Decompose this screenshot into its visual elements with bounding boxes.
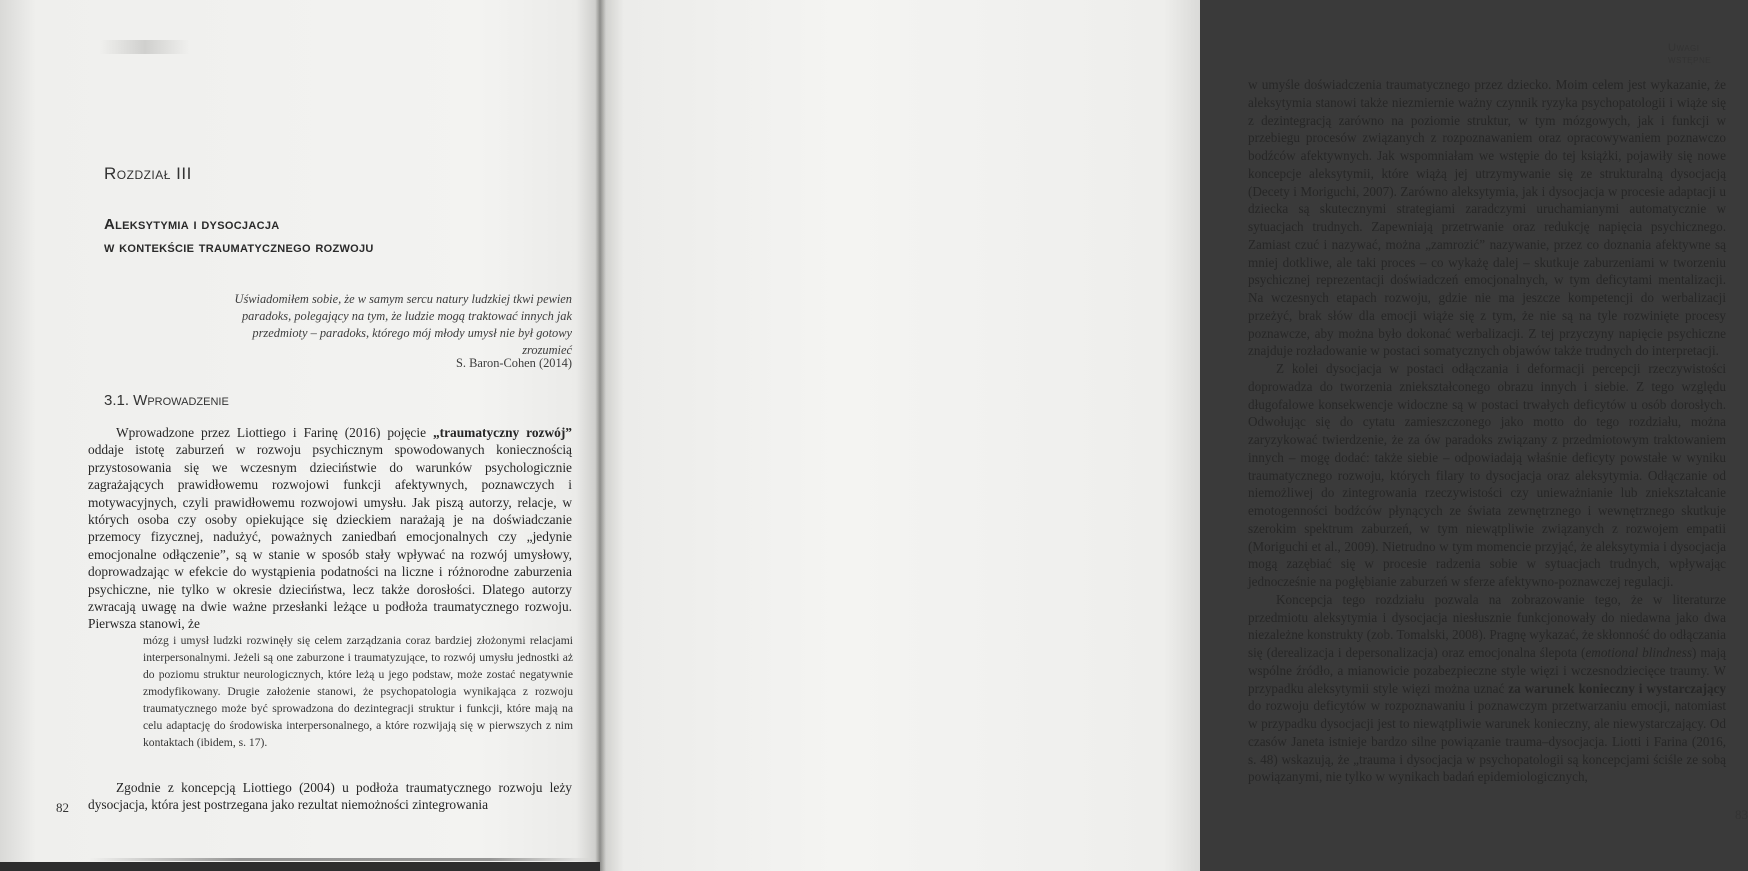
scan-edge bbox=[0, 862, 600, 871]
right-body-text bbox=[1248, 76, 1726, 786]
emphasis-term: za warunek konieczny i wystarczający bbox=[1508, 680, 1726, 696]
italic-term: emotional blindness bbox=[1585, 645, 1692, 660]
left-page bbox=[0, 0, 600, 871]
faded-header-mark bbox=[100, 40, 190, 54]
paragraph: w umyśle doświadczenia traumatycznego przez dziecko. Moim celem jest wykazanie, że aleksytymia stanowi także niezmiernie ważny czynnik ryzyka psychopatologii i wiąże się z dezintegracją zarówno na poziomie struktur, w tym mózgowych, jak i funkcji w przebiegu procesów związanych z rozpoznawaniem oraz opracowywaniem poznawczo bodźców afektywnych. Jak wspomniałam we wstępie do tej książki, pojawiły się nowe koncepcje aleksytymii, które wiążą jej utrzymywanie się ze strukturalną dysocjacją (Decety i Moriguchi, 2007). Zarówno aleksytymia, jak i dysocjacja w procesie adaptacji u dziecka są skutecznymi strategiami zaradczymi uruchamianymi automatycznie w sytuacjach trudnych. Zapewniają przetrwanie oraz redukcję napięcia psychicznego. Zamiast czuć i nazywać, można „zamrozić” nazywanie, przez co doznania afektywne są mniej dotkliwe, ale taki proces – co wykażę dalej – skutkuje zaburzeniami w tworzeniu psychicznej reprezentacji doświadczeń emocjonalnych, w tym deficytami mentalizacji. Na wczesnych etapach rozwoju, gdzie nie ma jeszcze kompetencji do werbalizacji przeżyć, brak słów dla emocji wiąże się z tym, że nie są na tyle rozwinięte procesy poznawcze, aby można było dokonać werbalizacji. Z tej przyczyny napięcie psychiczne znajduje rozładowanie w postaci somatycznych objawów także trudnych do interpretacji. bbox=[1248, 77, 1726, 359]
bottom-shadow-rule bbox=[90, 858, 590, 861]
text-run: ) mają wspólne źródło, a mianowicie pozabezpieczne style więzi i wczesnodziecięce traumy. W przypadku aleksytymii style więzi można uznać bbox=[1248, 645, 1726, 696]
emphasis-term: „traumatyczny rozwój” bbox=[432, 425, 572, 440]
paragraph: Z kolei dysocjacja w postaci odłączania i deformacji percepcji rzeczywistości doprowadza do tworzenia zniekształconego obrazu innych i siebie. Z tego względu długofalowe konsekwencje widoczne są w postaci trwałych deficytów u osób dorosłych. Odwołując się do cytatu zamieszczonego jako motto do tego rozdziału, można zaryzykować twierdzenie, że za ów paradoks związany z przedmiotowym traktowaniem innych – mogę dodać: także siebie – odpowiadają właśnie deficyty powstałe w wyniku traumatycznego rozwoju, których filary to dysocjacja oraz aleksytymia. Odłączanie od niemożliwej do zintegrowania rzeczywistości czy unieważnianie lub zniekształcanie emotogenności bodźców płynących ze świata zewnętrznego i wewnętrznego skutkuje szerokim spektrum zaburzeń, w tym niewątpliwie związanych z rozwojem empatii (Moriguchi et al., 2009). Nietrudno w tym momencie przyjąć, że aleksytymia i dysocjacja mogą zazębiać się w procesie radzenia sobie w sytuacjach trudnych, wpływając jednocześnie na pogłębianie zaburzeń w sferze afektywno-poznawczej regulacji. bbox=[1248, 361, 1726, 589]
right-page bbox=[600, 0, 1748, 871]
page-number-left: 82 bbox=[56, 800, 69, 815]
text-run: Koncepcja tego rozdziału pozwala na zobrazowanie tego, że w literaturze przedmiotu aleksytymia i dysocjacja niesłusznie funkcjonowały do niedawna jako dwa niezależne konstrukty (zob. Tomalski, 2008). Pragnę wykazać, że skłonność do odłączania się (derealizacja i depersonalizacja) oraz emocjonalna ślepota ( bbox=[1248, 591, 1726, 660]
paragraph: Zgodnie z koncepcją Liottiego (2004) u podłoża traumatycznego rozwoju leży dysocjacja, która jest postrzegana jako rezultat niemożności zintegrowania bbox=[88, 780, 572, 813]
chapter-title bbox=[104, 213, 524, 259]
section-heading: 3.1. Wprowadzenie bbox=[104, 392, 229, 409]
text-run: do rozwoju deficytów w rozpoznawaniu i poznawczym przetwarzaniu emocji, natomiast w przypadku dysocjacji jest to niewątpliwie warunek konieczny, ale niewystarczający. Od czasów Janeta istnieje bardzo silne powiązanie trauma–dysocjacja. Liotti i Farina (2016, s. 48) wskazują, że „trauma i dysocjacja w psychopatologii są koncepcjami ściśle ze sobą powiązanymi, nie tylko w wynikach badań epidemiologicznych, bbox=[1248, 698, 1726, 785]
text-run: Wprowadzone przez Liottiego i Farinę (2016) pojęcie bbox=[116, 425, 433, 440]
paragraph bbox=[1248, 591, 1726, 786]
epigraph-author: S. Baron-Cohen (2014) bbox=[456, 356, 572, 370]
block-quote: mózg i umysł ludzki rozwinęły się celem zarządzania coraz bardziej złożonymi relacjami interpersonalnymi. Jeżeli są one zaburzone i traumatyzujące, to rozwój umysłu jednostki aż do poziomu struktur neurologicznych, które leżą u jego podstaw, może zostać negatywnie zmodyfikowany. Drugie założenie stanowi, że psychopatologia wynikająca z rozwoju traumatycznego może być sprowadzona do dezintegracji struktur i funkcji, które mają na celu adaptację do środowiska interpersonalnego, a które rozwijają się w pierwszych z nim kontaktach (ibidem, s. 17). bbox=[143, 634, 573, 749]
epigraph: Uświadomiłem sobie, że w samym sercu natury ludzkiej tkwi pewien paradoks, polegający na tym, że ludzie mogą traktować innych jak przedmioty – paradoks, którego mój młody umysł nie był gotowy zrozumieć bbox=[234, 292, 572, 357]
left-body-tail bbox=[88, 779, 572, 814]
page-number-right: 83 bbox=[1735, 807, 1748, 822]
running-head: Uwagi wstępne bbox=[1668, 42, 1712, 66]
chapter-title-line-1: Aleksytymia i dysocjacja bbox=[104, 216, 280, 233]
paragraph bbox=[88, 424, 572, 633]
left-body-text bbox=[88, 424, 572, 633]
chapter-label: Rozdział III bbox=[104, 164, 192, 183]
text-run: oddaje istotę zaburzeń w rozwoju psychicznym spowodowanych koniecznością przystosowania się we wczesnym dzieciństwie do warunków psychologicznie zagrażających prawidłowemu rozwojowi funkcji afektywnych, poznawczych i motywacyjnych, czyli prawidłowemu rozwojowi umysłu. Jak piszą autorzy, relacje, w których osoba czy osoby opiekujące się dzieckiem narażają je na doświadczanie przemocy fizycznej, nadużyć, poważnych zaniedbań emocjonalnych czy „jedynie emocjonalne odłączenie”, są w stanie w sposób stały wpływać na rozwój umysłowy, doprowadzając w efekcie do wystąpienia podatności na liczne i różnorodne zaburzenia psychiczne, nie tylko w okresie dzieciństwa, lecz także dorosłości. Dlatego autorzy zwracają uwagę na dwie ważne przesłanki leżące u podłoża traumatycznego rozwoju. Pierwsza stanowi, że bbox=[88, 442, 572, 632]
chapter-title-line-2: w kontekście traumatycznego rozwoju bbox=[104, 239, 374, 256]
